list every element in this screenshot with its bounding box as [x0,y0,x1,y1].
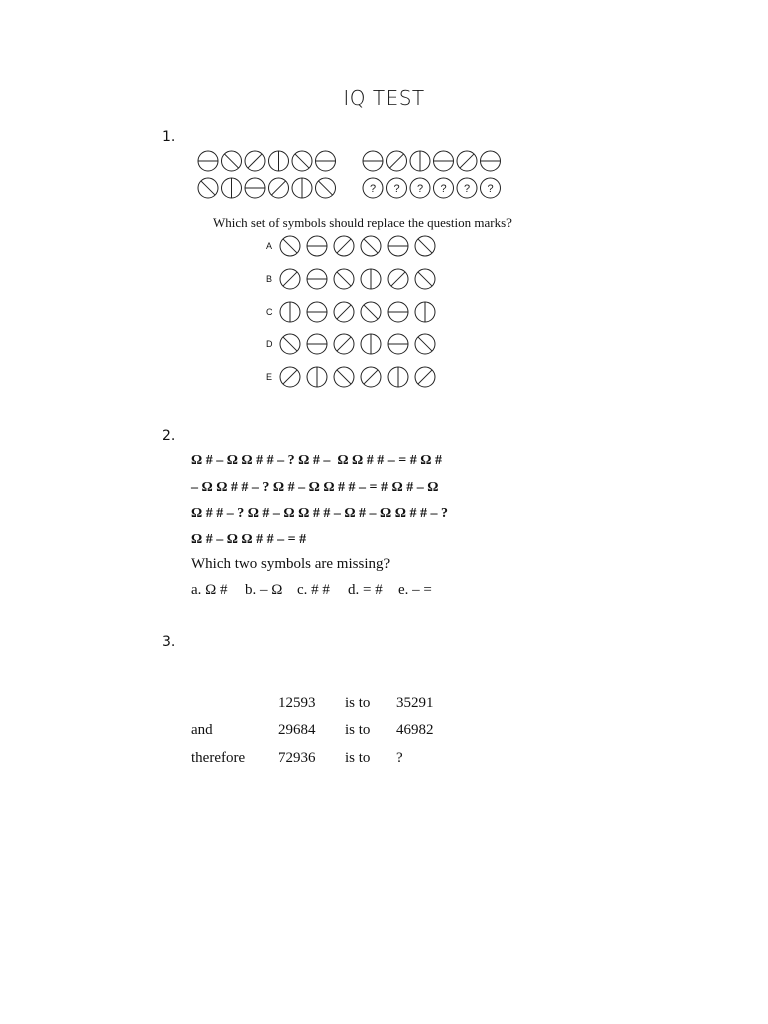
circle-backslash-symbol [334,269,354,289]
circle-backslash-symbol [361,302,381,322]
q3-row-2-relation: is to [345,722,371,738]
q1-symbol-grid [190,148,520,208]
q3-row-1-result: 35291 [396,695,434,711]
circle-forward-slash-symbol [269,178,289,198]
circle-vertical-line-symbol [280,302,300,322]
circle-question-mark-symbol [410,178,430,198]
q1-prompt: Which set of symbols should replace the question marks? [213,215,512,230]
circle-question-mark-symbol [363,178,383,198]
circle-vertical-line-symbol [307,367,327,387]
circle-backslash-symbol [222,151,242,171]
circle-forward-slash-symbol [334,236,354,256]
circle-backslash-symbol [198,178,218,198]
q3-row-3-lead: therefore [191,750,246,766]
q3-row-1-relation: is to [345,695,371,711]
circle-vertical-line-symbol [388,367,408,387]
circle-horizontal-line-symbol [307,236,327,256]
circle-backslash-symbol [292,151,312,171]
q3-row-1-number: 12593 [278,695,316,711]
svg-text:?: ? [487,183,494,195]
circle-forward-slash-symbol [280,269,300,289]
svg-text:?: ? [393,183,400,195]
q1-option-d-symbols[interactable] [276,331,446,359]
circle-vertical-line-symbol [361,334,381,354]
circle-question-mark-symbol [457,178,477,198]
circle-forward-slash-symbol [280,367,300,387]
circle-horizontal-line-symbol [388,334,408,354]
q2-choice-d[interactable]: d. = # [348,582,383,598]
svg-text:?: ? [463,183,471,195]
q3-row-3-number: 72936 [278,750,316,766]
q2-choice-c[interactable]: c. # # [297,582,330,598]
q3-row-2-number: 29684 [278,722,316,738]
circle-vertical-line-symbol [361,269,381,289]
q1-option-a-letter: A [266,241,273,251]
q1-option-a-symbols[interactable] [276,233,446,261]
circle-horizontal-line-symbol [388,302,408,322]
q2-sequence-line-2: – Ω Ω # # – ? Ω # – Ω Ω # # – = # Ω # – Ω [191,480,439,495]
circle-forward-slash-symbol [387,151,407,171]
q3-row-3-relation: is to [345,750,371,766]
circle-horizontal-line-symbol [388,236,408,256]
q2-sequence-line-4: Ω # – Ω Ω # # – = # [191,532,307,547]
q2-sequence-line-1: Ω # – Ω Ω # # – ? Ω # – Ω Ω # # – = # Ω # [191,453,442,468]
q1-option-e-symbols[interactable] [276,364,446,392]
circle-horizontal-line-symbol [481,151,501,171]
circle-question-mark-symbol [387,178,407,198]
circle-backslash-symbol [415,334,435,354]
q2-sequence-line-3: Ω # # – ? Ω # – Ω Ω # # – Ω # – Ω Ω # # – ? [191,506,448,521]
circle-question-mark-symbol [481,178,501,198]
svg-text:?: ? [369,183,377,195]
q1-option-d-letter: D [266,339,273,349]
circle-forward-slash-symbol [334,334,354,354]
q2-question: Which two symbols are missing? [191,556,391,572]
circle-horizontal-line-symbol [307,302,327,322]
circle-backslash-symbol [334,367,354,387]
circle-vertical-line-symbol [410,151,430,171]
circle-vertical-line-symbol [292,178,312,198]
page-title: IQ TEST [343,86,425,110]
q2-choice-e[interactable]: e. – = [398,582,432,598]
q2-choice-a[interactable]: a. Ω # [191,582,228,598]
circle-backslash-symbol [415,236,435,256]
q3-row-3-result: ? [396,750,403,766]
q1-option-e-letter: E [266,372,273,382]
circle-backslash-symbol [415,269,435,289]
question-2-number: 2. [162,428,176,444]
circle-forward-slash-symbol [361,367,381,387]
q1-option-b-symbols[interactable] [276,266,446,294]
question-1-number: 1. [162,129,176,145]
circle-forward-slash-symbol [245,151,265,171]
svg-text:?: ? [416,183,424,195]
circle-backslash-symbol [361,236,381,256]
q1-option-c-symbols[interactable] [276,299,446,327]
circle-vertical-line-symbol [415,302,435,322]
q3-row-2-lead: and [191,722,213,738]
circle-forward-slash-symbol [334,302,354,322]
circle-horizontal-line-symbol [316,151,336,171]
q1-option-c-letter: C [266,307,273,317]
circle-vertical-line-symbol [269,151,289,171]
circle-vertical-line-symbol [222,178,242,198]
q1-option-b-letter: B [266,274,273,284]
circle-horizontal-line-symbol [307,269,327,289]
circle-horizontal-line-symbol [245,178,265,198]
circle-backslash-symbol [280,334,300,354]
question-3-number: 3. [162,634,176,650]
circle-horizontal-line-symbol [434,151,454,171]
q2-choice-b[interactable]: b. – Ω [245,582,283,598]
circle-horizontal-line-symbol [198,151,218,171]
circle-backslash-symbol [280,236,300,256]
circle-forward-slash-symbol [415,367,435,387]
circle-horizontal-line-symbol [307,334,327,354]
circle-horizontal-line-symbol [363,151,383,171]
circle-forward-slash-symbol [388,269,408,289]
circle-question-mark-symbol [434,178,454,198]
circle-forward-slash-symbol [457,151,477,171]
circle-backslash-symbol [316,178,336,198]
svg-text:?: ? [440,183,447,195]
q3-row-2-result: 46982 [396,722,434,738]
